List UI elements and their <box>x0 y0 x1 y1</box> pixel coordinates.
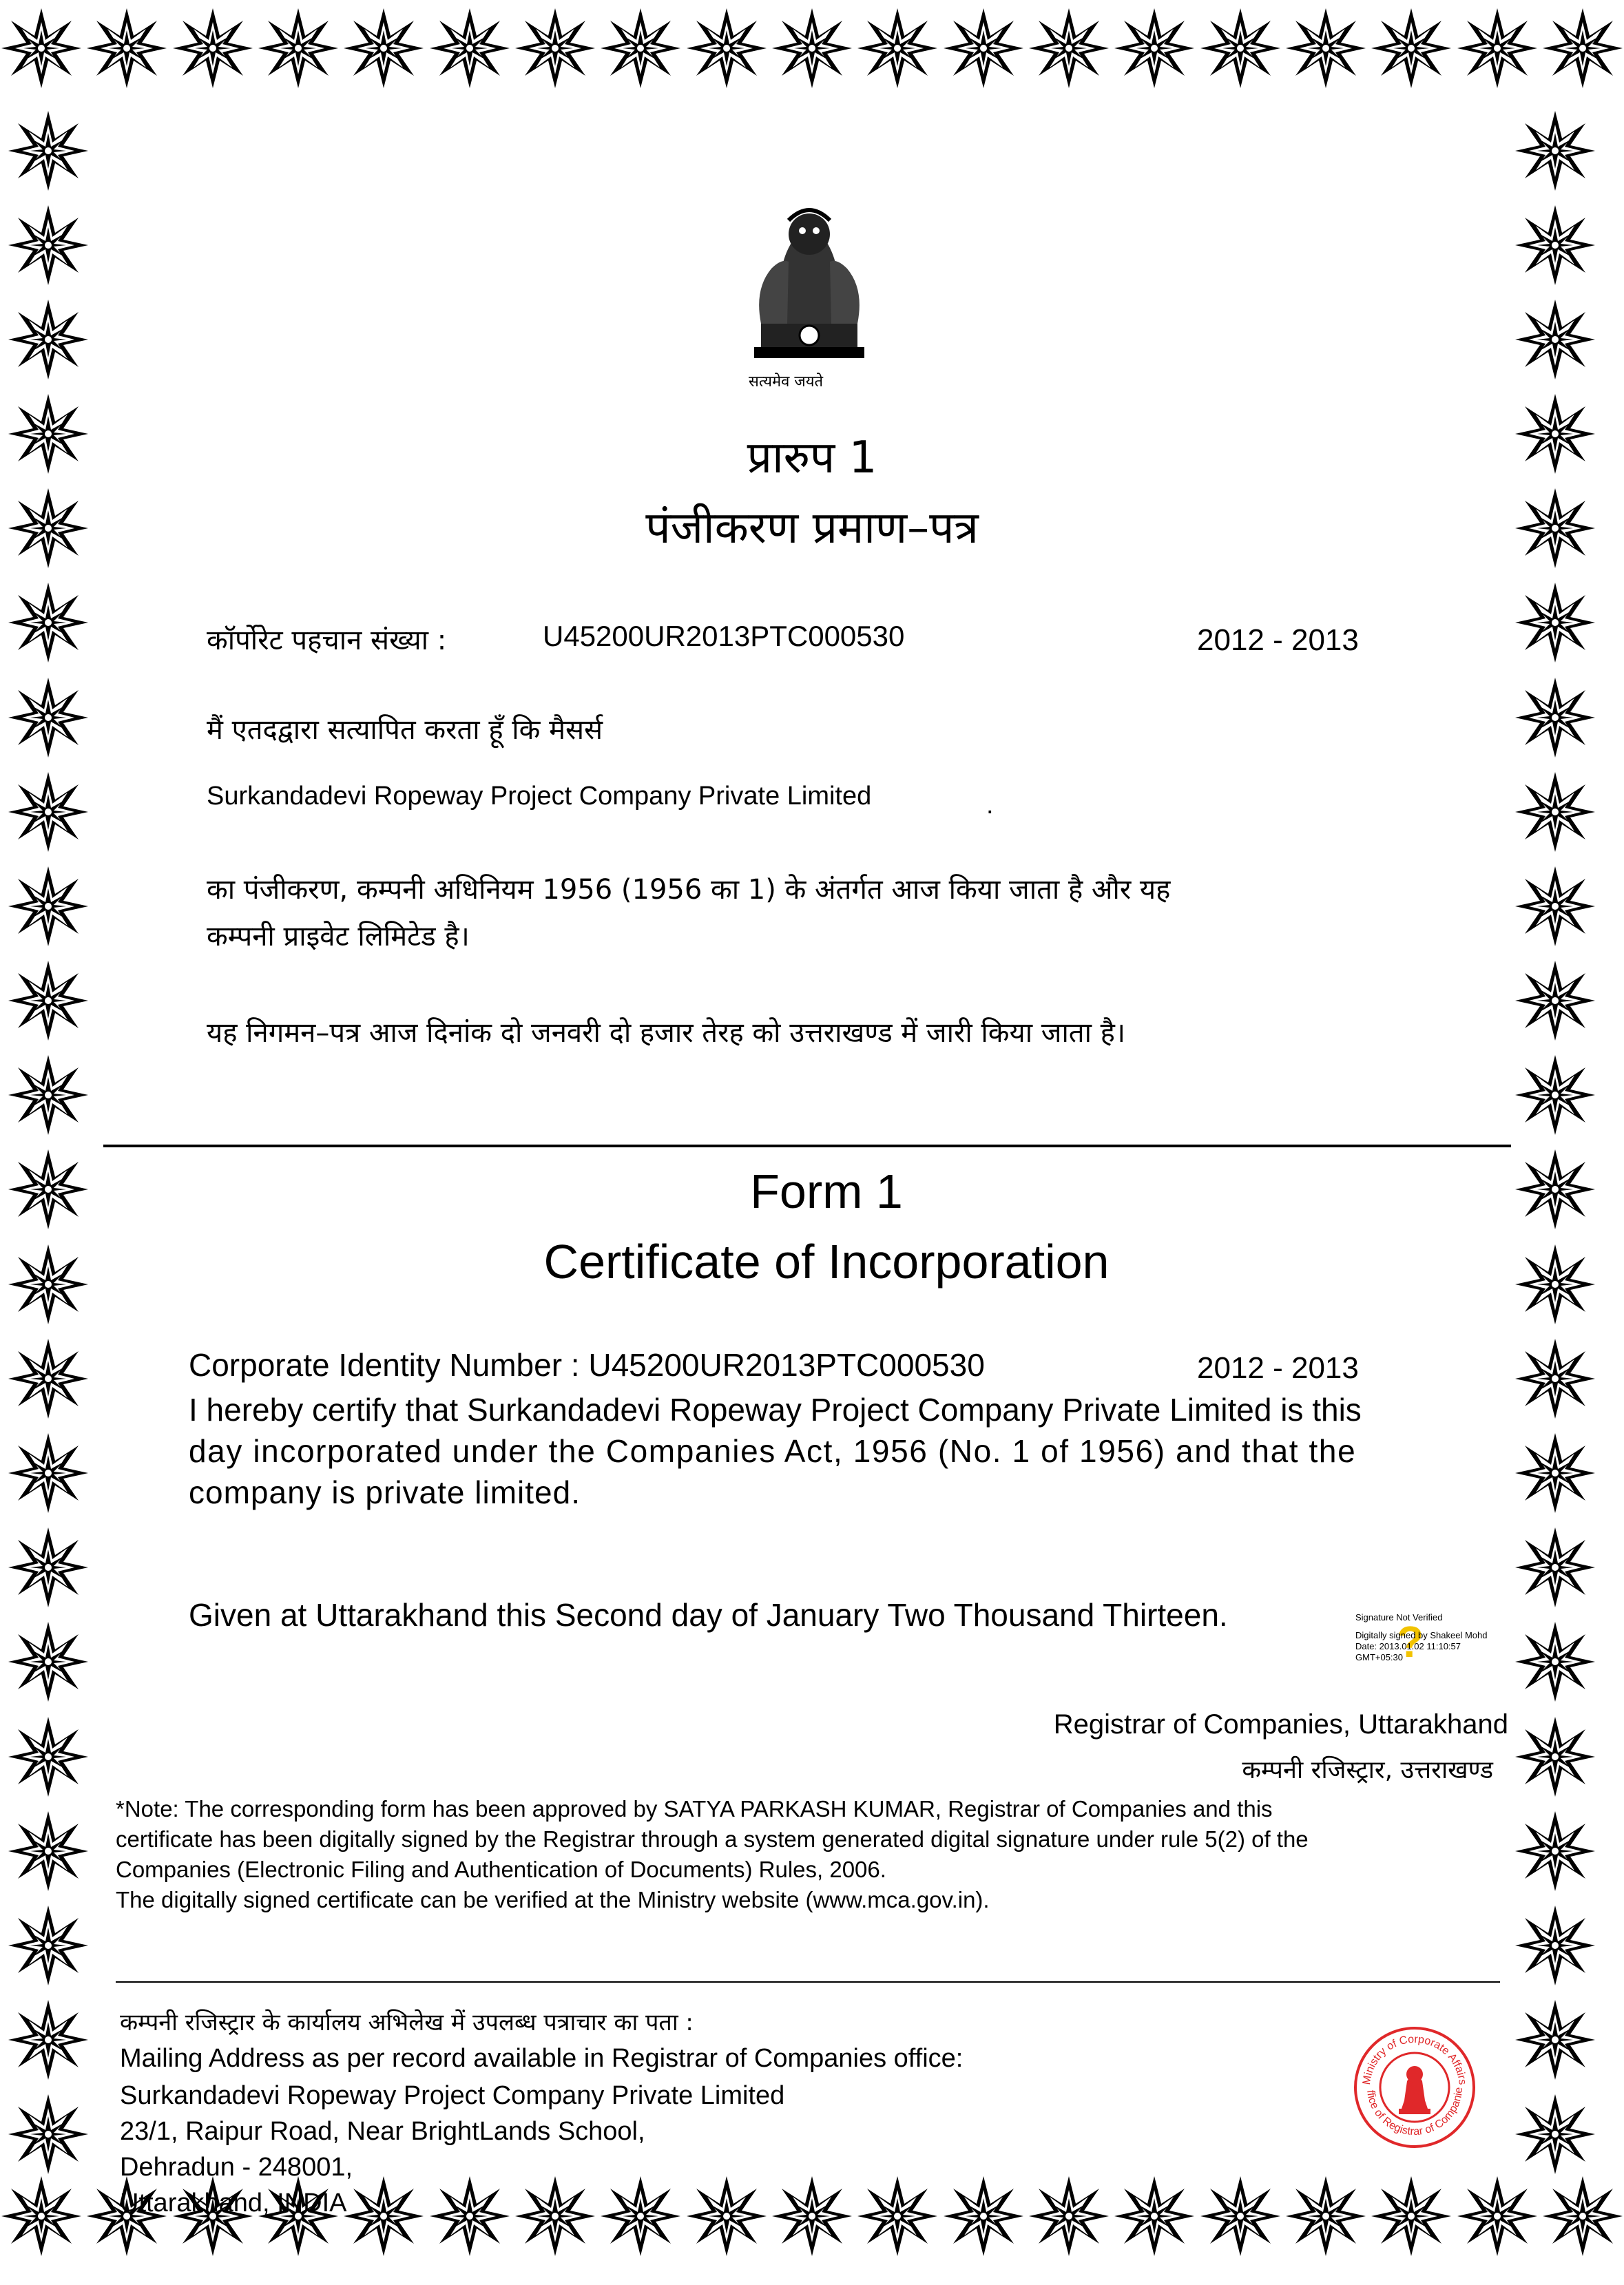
border-star-icon <box>685 2175 768 2257</box>
mailing-english-label: Mailing Address as per record available in Registrar of Companies office: <box>120 2044 964 2073</box>
border-star-icon <box>1456 2175 1539 2257</box>
signature-timezone: GMT+05:30 <box>1355 1652 1404 1662</box>
border-star-icon <box>342 2175 425 2257</box>
border-star-icon <box>942 2175 1025 2257</box>
mailing-address3: Uttarakhand, INDIA <box>120 2189 347 2218</box>
border-star-icon <box>1514 298 1596 381</box>
border-star-icon <box>771 7 853 90</box>
border-star-icon <box>7 1715 90 1798</box>
english-financial-year: 2012 - 2013 <box>1197 1351 1359 1385</box>
border-star-icon <box>7 1620 90 1703</box>
border-star-icon <box>1028 7 1110 90</box>
border-star-icon <box>1514 1432 1596 1514</box>
emblem-motto: सत्यमेव जयते <box>749 373 824 390</box>
note-line4[interactable]: The digitally signed certificate can be verified at the Ministry website (www.mca.gov.in). <box>116 1887 990 1912</box>
border-star-icon <box>685 7 768 90</box>
border-star-icon <box>7 109 90 192</box>
section-divider <box>103 1145 1511 1147</box>
hindi-certificate-title: पंजीकरण प्रमाण–पत्र <box>645 503 979 554</box>
hindi-form-title: प्रारुप 1 <box>747 432 877 483</box>
border-star-icon <box>7 676 90 759</box>
border-star-icon <box>1028 2175 1110 2257</box>
note-line2: certificate has been digitally signed by the Registrar through a system generated digital signature under rule 5(2) of the <box>116 1826 1309 1852</box>
hindi-company-name: Surkandadevi Ropeway Project Company Private Limited <box>207 782 872 811</box>
mailing-address2: Dehradun - 248001, <box>120 2153 353 2182</box>
border-star-icon <box>1514 676 1596 759</box>
border-star-icon <box>1514 959 1596 1042</box>
seal-text-bottom: ffice of Registrar of Companie <box>1364 2087 1466 2138</box>
border-star-icon <box>0 2175 83 2257</box>
border-star-icon <box>257 7 340 90</box>
border-star-icon <box>85 7 168 90</box>
border-star-icon <box>1514 1337 1596 1420</box>
border-star-icon <box>1284 7 1367 90</box>
hindi-issued-line: यह निगमन–पत्र आज दिनांक दो जनवरी दो हजार तेरह को उत्तराखण्ड में जारी किया जाता है। <box>207 1017 1126 1049</box>
border-star-icon <box>7 1337 90 1420</box>
border-star-icon <box>7 1526 90 1609</box>
border-star-icon <box>1541 2175 1624 2257</box>
english-form-title: Form 1 <box>750 1165 903 1218</box>
hindi-cin-label: कॉर्पोरेट पहचान संख्या : <box>207 625 447 656</box>
border-star-icon <box>1514 2093 1596 2176</box>
border-star-icon <box>7 2093 90 2176</box>
seal-text-top: Ministry of Corporate Affairs <box>1360 2033 1468 2086</box>
border-star-icon <box>1514 1904 1596 1987</box>
digital-signature-stamp[interactable] <box>1355 1609 1548 1671</box>
hindi-cin-value: U45200UR2013PTC000530 <box>543 620 905 652</box>
top-star-border <box>0 7 1624 110</box>
border-star-icon <box>514 7 596 90</box>
address-divider <box>116 1981 1500 1983</box>
english-given-line: Given at Uttarakhand this Second day of January Two Thousand Thirteen. <box>189 1597 1228 1633</box>
border-star-icon <box>856 2175 939 2257</box>
border-star-icon <box>428 2175 511 2257</box>
signature-signed-by: Digitally signed by Shakeel Mohd <box>1355 1630 1488 1640</box>
border-star-icon <box>599 2175 682 2257</box>
border-star-icon <box>856 7 939 90</box>
signature-question-mark-icon: ? <box>1397 1617 1424 1667</box>
border-star-icon <box>942 7 1025 90</box>
mailing-address1: 23/1, Raipur Road, Near BrightLands School, <box>120 2117 645 2146</box>
border-star-icon <box>7 771 90 853</box>
left-star-border <box>7 103 110 2182</box>
border-star-icon <box>7 865 90 948</box>
border-star-icon <box>7 959 90 1042</box>
border-star-icon <box>0 7 83 90</box>
note-line3: Companies (Electronic Filing and Authentication of Documents) Rules, 2006. <box>116 1857 886 1882</box>
english-certify-line1: I hereby certify that Surkandadevi Ropeway Project Company Private Limited is this <box>189 1392 1362 1428</box>
border-star-icon <box>428 7 511 90</box>
border-star-icon <box>342 7 425 90</box>
hindi-company-name-dot: . <box>986 791 994 820</box>
border-star-icon <box>514 2175 596 2257</box>
border-star-icon <box>7 1904 90 1987</box>
border-star-icon <box>1284 2175 1367 2257</box>
border-star-icon <box>7 581 90 664</box>
border-star-icon <box>1113 7 1196 90</box>
border-star-icon <box>1113 2175 1196 2257</box>
border-star-icon <box>1514 581 1596 664</box>
border-star-icon <box>1541 7 1624 90</box>
border-star-icon <box>1514 1054 1596 1136</box>
border-star-icon <box>7 1810 90 1892</box>
border-star-icon <box>1370 2175 1453 2257</box>
border-star-icon <box>1514 1810 1596 1892</box>
right-star-border <box>1514 103 1617 2182</box>
english-certify-line2: day incorporated under the Companies Act, 1956 (No. 1 of 1956) and that the <box>189 1433 1357 1469</box>
note-line1: *Note: The corresponding form has been approved by SATYA PARKASH KUMAR, Registrar of Companies and this <box>116 1796 1273 1822</box>
border-star-icon <box>1514 1526 1596 1609</box>
border-star-icon <box>1370 7 1453 90</box>
border-star-icon <box>1514 1999 1596 2081</box>
mailing-company: Surkandadevi Ropeway Project Company Private Limited <box>120 2081 785 2110</box>
national-emblem-icon <box>733 193 885 399</box>
border-star-icon <box>1514 204 1596 286</box>
registrar-english: Registrar of Companies, Uttarakhand <box>1053 1709 1508 1740</box>
hindi-registration-line1: का पंजीकरण, कम्पनी अधिनियम 1956 (1956 का 1) के अंतर्गत आज किया जाता है और यह <box>207 874 1171 906</box>
border-star-icon <box>7 1054 90 1136</box>
border-star-icon <box>599 7 682 90</box>
border-star-icon <box>1514 771 1596 853</box>
english-cin-line: Corporate Identity Number : U45200UR2013PTC000530 <box>189 1347 985 1383</box>
border-star-icon <box>771 2175 853 2257</box>
hindi-registration-line2: कम्पनी प्राइवेट लिमिटेड है। <box>207 921 470 952</box>
border-star-icon <box>7 1432 90 1514</box>
signature-date: Date: 2013.01.02 11:10:57 <box>1355 1641 1461 1651</box>
border-star-icon <box>1199 2175 1282 2257</box>
english-certify-line3: company is private limited. <box>189 1474 581 1510</box>
border-star-icon <box>7 1999 90 2081</box>
registrar-hindi: कम्पनी रजिस्ट्रार, उत्तराखण्ड <box>1242 1756 1493 1784</box>
border-star-icon <box>171 7 254 90</box>
mailing-hindi-label: कम्पनी रजिस्ट्रार के कार्यालय अभिलेख में उपलब्ध पत्राचार का पता : <box>120 2009 694 2036</box>
border-star-icon <box>1514 865 1596 948</box>
border-star-icon <box>1456 7 1539 90</box>
signature-status: Signature Not Verified <box>1355 1612 1443 1623</box>
border-star-icon <box>1514 109 1596 192</box>
english-certificate-title: Certificate of Incorporation <box>543 1235 1110 1288</box>
border-star-icon <box>7 204 90 286</box>
border-star-icon <box>1514 1715 1596 1798</box>
hindi-financial-year: 2012 - 2013 <box>1197 623 1359 657</box>
hindi-certify-line: मैं एतदद्वारा सत्यापित करता हूँ कि मैसर्स <box>207 714 603 746</box>
registrar-seal-icon <box>1353 2026 1476 2149</box>
border-star-icon <box>7 298 90 381</box>
border-star-icon <box>1199 7 1282 90</box>
